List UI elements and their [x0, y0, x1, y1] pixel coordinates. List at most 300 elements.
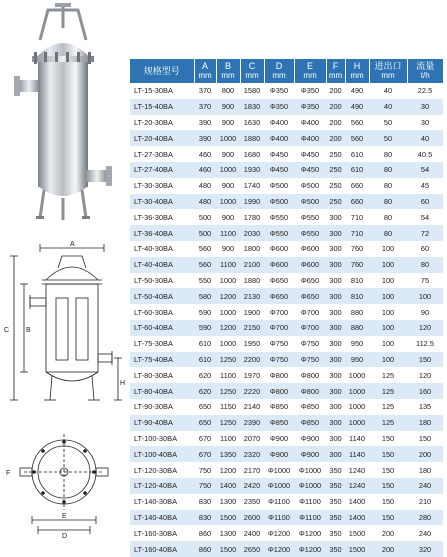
- column-header-label: H: [353, 61, 361, 71]
- table-cell: 2420: [240, 478, 264, 494]
- top-view-drawing: [0, 420, 128, 540]
- table-cell: 560: [345, 115, 369, 131]
- table-cell: 100: [369, 336, 407, 352]
- table-cell: 1250: [216, 383, 240, 399]
- table-cell: 390: [194, 130, 216, 146]
- model-cell: LT-50-40BA: [130, 288, 194, 304]
- table-cell: 300: [326, 415, 345, 431]
- table-cell: Φ550: [264, 209, 294, 225]
- table-cell: 300: [326, 209, 345, 225]
- column-header: [130, 59, 194, 83]
- table-cell: 300: [326, 367, 345, 383]
- model-cell: LT-75-30BA: [130, 336, 194, 352]
- table-cell: 80: [369, 225, 407, 241]
- table-cell: Φ700: [294, 320, 326, 336]
- table-cell: Φ800: [294, 367, 326, 383]
- table-row: [130, 304, 443, 320]
- table-cell: 200: [369, 541, 407, 557]
- table-cell: 900: [216, 209, 240, 225]
- model-cell: LT-60-40BA: [130, 320, 194, 336]
- model-cell: LT-15-30BA: [130, 83, 194, 99]
- table-row: [130, 99, 443, 115]
- table-cell: 2030: [240, 225, 264, 241]
- table-cell: 760: [345, 257, 369, 273]
- column-header-unit: mm: [198, 71, 212, 80]
- table-cell: Φ1100: [264, 494, 294, 510]
- table-cell: Φ900: [264, 446, 294, 462]
- table-cell: 1000: [345, 415, 369, 431]
- table-cell: 1300: [216, 525, 240, 541]
- table-cell: 125: [369, 383, 407, 399]
- table-cell: Φ450: [264, 162, 294, 178]
- table-cell: 900: [216, 99, 240, 115]
- table-cell: 670: [194, 431, 216, 447]
- table-cell: 2200: [240, 352, 264, 368]
- table-row: [130, 241, 443, 257]
- table-cell: 900: [216, 178, 240, 194]
- table-cell: 2350: [240, 494, 264, 510]
- table-cell: 2320: [240, 446, 264, 462]
- table-cell: 610: [345, 162, 369, 178]
- table-cell: 150: [407, 352, 443, 368]
- table-cell: 160: [407, 383, 443, 399]
- spec-table-container: [130, 59, 443, 557]
- table-cell: Φ350: [264, 99, 294, 115]
- dim-label-e: E: [62, 513, 67, 520]
- table-cell: 1000: [216, 273, 240, 289]
- table-cell: 1400: [345, 494, 369, 510]
- table-cell: 810: [345, 273, 369, 289]
- column-header-label: B: [224, 61, 231, 71]
- column-header: [326, 59, 345, 83]
- table-cell: 2600: [240, 510, 264, 526]
- table-cell: Φ750: [264, 336, 294, 352]
- dim-label-h: H: [120, 380, 126, 387]
- column-header: [194, 59, 216, 83]
- table-row: [130, 146, 443, 162]
- table-cell: Φ900: [294, 431, 326, 447]
- table-cell: Φ750: [294, 336, 326, 352]
- table-cell: 60: [407, 194, 443, 210]
- table-cell: Φ550: [294, 225, 326, 241]
- table-cell: 120: [407, 367, 443, 383]
- table-cell: Φ750: [294, 352, 326, 368]
- model-cell: LT-140-40BA: [130, 510, 194, 526]
- table-cell: 350: [326, 510, 345, 526]
- table-cell: 950: [345, 336, 369, 352]
- table-cell: 80: [369, 178, 407, 194]
- table-cell: 300: [326, 336, 345, 352]
- table-cell: Φ600: [294, 257, 326, 273]
- table-cell: Φ850: [294, 399, 326, 415]
- table-row: [130, 462, 443, 478]
- table-cell: 350: [326, 541, 345, 557]
- dim-label-f: F: [6, 470, 11, 477]
- column-header: [407, 59, 443, 83]
- model-cell: LT-160-40BA: [130, 541, 194, 557]
- table-cell: 125: [369, 399, 407, 415]
- table-cell: 100: [369, 257, 407, 273]
- dim-label-a: A: [70, 241, 75, 248]
- table-cell: 590: [194, 320, 216, 336]
- table-cell: 1880: [240, 130, 264, 146]
- table-cell: 880: [345, 304, 369, 320]
- dim-label-d: D: [62, 533, 68, 540]
- table-cell: Φ800: [294, 383, 326, 399]
- table-cell: 1100: [216, 225, 240, 241]
- model-cell: LT-36-30BA: [130, 209, 194, 225]
- table-cell: 125: [369, 415, 407, 431]
- table-cell: 300: [326, 273, 345, 289]
- model-cell: LT-27-30BA: [130, 146, 194, 162]
- table-cell: Φ400: [264, 115, 294, 131]
- table-cell: Φ500: [294, 194, 326, 210]
- table-cell: Φ1200: [264, 541, 294, 557]
- table-cell: 860: [194, 525, 216, 541]
- column-header: [294, 59, 326, 83]
- table-row: [130, 415, 443, 431]
- column-header-unit: mm: [303, 71, 317, 80]
- table-cell: 2130: [240, 288, 264, 304]
- table-cell: Φ400: [264, 130, 294, 146]
- table-cell: 900: [216, 146, 240, 162]
- table-row: [130, 288, 443, 304]
- table-cell: 1780: [240, 209, 264, 225]
- dim-label-c: C: [4, 327, 10, 334]
- model-cell: LT-50-30BA: [130, 273, 194, 289]
- table-cell: 900: [216, 241, 240, 257]
- table-cell: 100: [369, 352, 407, 368]
- model-cell: LT-30-30BA: [130, 178, 194, 194]
- table-cell: 300: [326, 241, 345, 257]
- table-row: [130, 257, 443, 273]
- table-row: [130, 130, 443, 146]
- table-cell: Φ500: [264, 194, 294, 210]
- table-cell: 390: [194, 115, 216, 131]
- table-cell: 90: [407, 304, 443, 320]
- table-cell: Φ450: [294, 146, 326, 162]
- table-cell: 1500: [345, 541, 369, 557]
- table-cell: Φ650: [294, 288, 326, 304]
- column-header-label: E: [306, 61, 313, 71]
- table-cell: 1000: [345, 399, 369, 415]
- table-row: [130, 494, 443, 510]
- table-cell: 2170: [240, 462, 264, 478]
- table-cell: 300: [326, 320, 345, 336]
- column-header-unit: mm: [328, 71, 343, 80]
- table-row: [130, 178, 443, 194]
- table-cell: 560: [194, 241, 216, 257]
- table-cell: 1140: [345, 431, 369, 447]
- table-row: [130, 367, 443, 383]
- table-header: [130, 59, 443, 83]
- table-cell: 112.5: [407, 336, 443, 352]
- table-cell: 1000: [216, 162, 240, 178]
- table-row: [130, 162, 443, 178]
- table-row: [130, 478, 443, 494]
- table-cell: 620: [194, 383, 216, 399]
- table-cell: 2400: [240, 525, 264, 541]
- column-header-label: 进出口: [374, 61, 402, 71]
- table-cell: 810: [345, 288, 369, 304]
- table-cell: Φ1000: [294, 462, 326, 478]
- table-cell: 350: [326, 525, 345, 541]
- table-cell: 2150: [240, 320, 264, 336]
- table-cell: 1500: [345, 525, 369, 541]
- table-cell: 300: [326, 257, 345, 273]
- table-cell: 550: [194, 273, 216, 289]
- table-cell: Φ350: [264, 83, 294, 99]
- table-cell: 1800: [240, 241, 264, 257]
- table-cell: 1680: [240, 146, 264, 162]
- table-cell: 490: [345, 99, 369, 115]
- table-cell: 300: [326, 225, 345, 241]
- column-header-unit: mm: [245, 71, 259, 80]
- table-cell: 100: [369, 241, 407, 257]
- column-header-label: 规格型号: [143, 66, 180, 76]
- table-cell: 100: [369, 320, 407, 336]
- table-cell: 610: [345, 146, 369, 162]
- table-cell: 610: [194, 336, 216, 352]
- table-cell: 40: [369, 99, 407, 115]
- table-cell: 250: [326, 178, 345, 194]
- table-cell: 300: [326, 352, 345, 368]
- table-cell: 1740: [240, 178, 264, 194]
- table-cell: 460: [194, 146, 216, 162]
- table-cell: 1830: [240, 99, 264, 115]
- column-header-label: A: [201, 61, 208, 71]
- table-cell: 150: [369, 431, 407, 447]
- table-cell: Φ600: [264, 241, 294, 257]
- table-cell: Φ650: [264, 273, 294, 289]
- table-cell: 1000: [216, 194, 240, 210]
- table-cell: 200: [369, 525, 407, 541]
- table-cell: 80: [369, 194, 407, 210]
- table-cell: 250: [326, 162, 345, 178]
- model-cell: LT-100-40BA: [130, 446, 194, 462]
- model-cell: LT-160-30BA: [130, 525, 194, 541]
- table-cell: 80: [369, 209, 407, 225]
- table-cell: 250: [326, 146, 345, 162]
- table-cell: 1100: [216, 257, 240, 273]
- column-header-unit: mm: [221, 71, 235, 80]
- table-cell: 54: [407, 209, 443, 225]
- table-cell: 300: [326, 288, 345, 304]
- table-cell: 280: [407, 510, 443, 526]
- table-cell: 250: [326, 194, 345, 210]
- table-cell: Φ550: [294, 209, 326, 225]
- table-cell: 1100: [216, 367, 240, 383]
- column-header: [240, 59, 264, 83]
- table-cell: 350: [326, 494, 345, 510]
- product-illustrations: [0, 0, 128, 550]
- table-cell: Φ350: [294, 83, 326, 99]
- table-cell: 750: [194, 478, 216, 494]
- column-header-unit: mm: [381, 71, 395, 80]
- table-cell: 100: [369, 304, 407, 320]
- table-cell: 2650: [240, 541, 264, 557]
- table-row: [130, 541, 443, 557]
- model-cell: LT-36-40BA: [130, 225, 194, 241]
- table-cell: 180: [407, 415, 443, 431]
- column-header-label: D: [275, 61, 283, 71]
- table-cell: 860: [194, 541, 216, 557]
- table-cell: 500: [194, 225, 216, 241]
- table-cell: 750: [194, 462, 216, 478]
- table-cell: 1250: [216, 415, 240, 431]
- table-cell: 2140: [240, 399, 264, 415]
- table-cell: 1500: [216, 541, 240, 557]
- table-cell: Φ1000: [294, 478, 326, 494]
- table-cell: Φ700: [294, 304, 326, 320]
- spec-table: [130, 59, 443, 557]
- model-cell: LT-100-30BA: [130, 431, 194, 447]
- model-cell: LT-120-30BA: [130, 462, 194, 478]
- model-cell: LT-40-30BA: [130, 241, 194, 257]
- table-cell: 830: [194, 494, 216, 510]
- table-cell: Φ1100: [264, 510, 294, 526]
- table-cell: 240: [407, 525, 443, 541]
- table-row: [130, 225, 443, 241]
- table-cell: 80: [369, 146, 407, 162]
- table-cell: 620: [194, 367, 216, 383]
- table-cell: Φ350: [294, 99, 326, 115]
- column-header-unit: t/h: [420, 71, 430, 80]
- table-cell: 560: [194, 257, 216, 273]
- table-cell: 2070: [240, 431, 264, 447]
- model-cell: LT-20-40BA: [130, 130, 194, 146]
- table-cell: Φ1200: [294, 525, 326, 541]
- table-cell: Φ850: [264, 415, 294, 431]
- table-cell: 180: [407, 462, 443, 478]
- column-header: [369, 59, 407, 83]
- table-cell: Φ700: [264, 304, 294, 320]
- table-cell: 760: [345, 241, 369, 257]
- table-cell: 200: [407, 446, 443, 462]
- table-cell: 1240: [345, 478, 369, 494]
- table-cell: 490: [345, 83, 369, 99]
- model-cell: LT-80-40BA: [130, 383, 194, 399]
- table-cell: 1900: [240, 304, 264, 320]
- table-cell: 1200: [216, 288, 240, 304]
- table-cell: 300: [326, 383, 345, 399]
- table-cell: 2220: [240, 383, 264, 399]
- table-cell: 1140: [345, 446, 369, 462]
- table-cell: 45: [407, 178, 443, 194]
- table-cell: 1100: [216, 431, 240, 447]
- table-cell: 150: [407, 431, 443, 447]
- table-cell: 50: [369, 115, 407, 131]
- table-cell: Φ900: [264, 431, 294, 447]
- table-cell: 2100: [240, 257, 264, 273]
- table-cell: 210: [407, 494, 443, 510]
- table-cell: 350: [326, 462, 345, 478]
- model-cell: LT-15-40BA: [130, 99, 194, 115]
- table-cell: 50: [369, 130, 407, 146]
- table-cell: 1880: [240, 273, 264, 289]
- table-row: [130, 352, 443, 368]
- table-cell: 1350: [216, 446, 240, 462]
- model-cell: LT-75-40BA: [130, 352, 194, 368]
- table-cell: 880: [345, 320, 369, 336]
- table-cell: Φ1000: [264, 462, 294, 478]
- column-header-unit: mm: [272, 71, 286, 80]
- table-cell: 1150: [216, 399, 240, 415]
- table-row: [130, 336, 443, 352]
- table-row: [130, 510, 443, 526]
- table-cell: 240: [407, 478, 443, 494]
- table-cell: 200: [326, 99, 345, 115]
- table-cell: 135: [407, 399, 443, 415]
- table-cell: 480: [194, 194, 216, 210]
- table-cell: Φ400: [294, 115, 326, 131]
- table-cell: 40.5: [407, 146, 443, 162]
- table-body: [130, 83, 443, 557]
- table-cell: Φ1100: [294, 494, 326, 510]
- table-cell: 120: [407, 320, 443, 336]
- table-cell: 650: [194, 415, 216, 431]
- table-cell: 1200: [216, 462, 240, 478]
- table-row: [130, 431, 443, 447]
- table-cell: 1000: [345, 383, 369, 399]
- table-cell: 125: [369, 367, 407, 383]
- model-cell: LT-140-30BA: [130, 494, 194, 510]
- table-row: [130, 83, 443, 99]
- table-cell: 22.5: [407, 83, 443, 99]
- table-cell: 1240: [345, 462, 369, 478]
- table-cell: Φ800: [264, 383, 294, 399]
- side-view-drawing: [0, 240, 128, 410]
- table-cell: Φ600: [294, 241, 326, 257]
- column-header-label: C: [248, 61, 256, 71]
- model-cell: LT-20-30BA: [130, 115, 194, 131]
- model-cell: LT-40-40BA: [130, 257, 194, 273]
- table-cell: 350: [326, 478, 345, 494]
- table-cell: Φ700: [264, 320, 294, 336]
- column-header: [345, 59, 369, 83]
- table-cell: 1930: [240, 162, 264, 178]
- filter-housing-photo: [0, 0, 128, 225]
- column-header-label: 流量: [416, 61, 435, 71]
- table-cell: 200: [326, 130, 345, 146]
- table-row: [130, 446, 443, 462]
- model-cell: LT-60-30BA: [130, 304, 194, 320]
- table-cell: 830: [194, 510, 216, 526]
- table-cell: 950: [345, 352, 369, 368]
- table-cell: 40: [369, 83, 407, 99]
- table-cell: 500: [194, 209, 216, 225]
- table-row: [130, 399, 443, 415]
- table-cell: 100: [407, 288, 443, 304]
- table-cell: 650: [194, 399, 216, 415]
- table-cell: Φ1200: [264, 525, 294, 541]
- model-cell: LT-27-40BA: [130, 162, 194, 178]
- table-cell: 660: [345, 178, 369, 194]
- table-row: [130, 209, 443, 225]
- table-cell: 370: [194, 83, 216, 99]
- table-cell: 590: [194, 304, 216, 320]
- table-cell: 300: [326, 431, 345, 447]
- table-row: [130, 525, 443, 541]
- table-cell: 480: [194, 178, 216, 194]
- table-cell: Φ1200: [294, 541, 326, 557]
- table-cell: 150: [369, 510, 407, 526]
- table-cell: 40: [407, 130, 443, 146]
- table-cell: Φ500: [264, 178, 294, 194]
- column-header: [264, 59, 294, 83]
- model-cell: LT-90-30BA: [130, 399, 194, 415]
- table-row: [130, 115, 443, 131]
